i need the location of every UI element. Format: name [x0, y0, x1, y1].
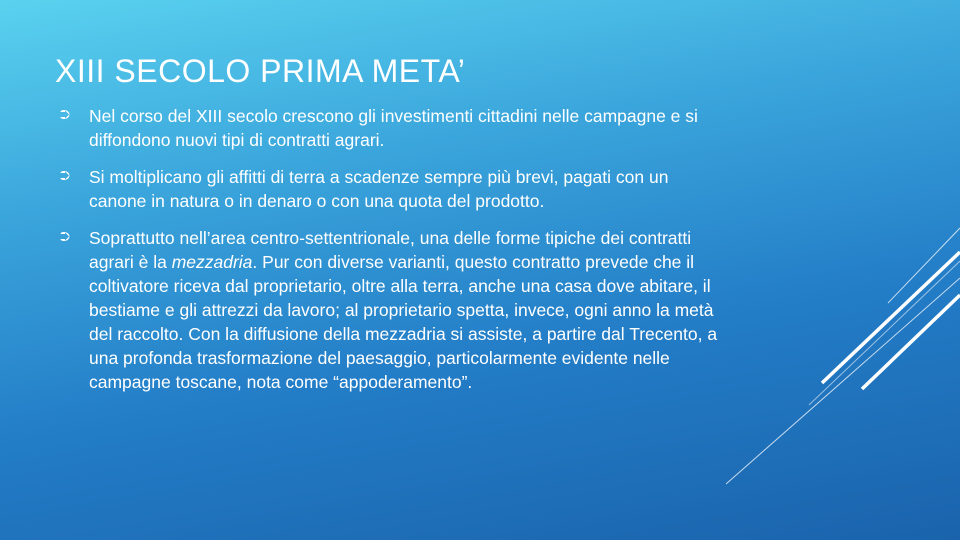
bullet-text: Si moltiplicano gli affitti di terra a scadenze sempre più brevi, pagati con un canone in natura o in denaro o con una quota del prodotto. — [89, 167, 669, 211]
bullet-item — [60, 104, 730, 152]
bullet-text-part: Soprattutto nell’area centro-settentrionale, una delle forme tipiche dei contratti agrari è la — [89, 228, 692, 272]
bullet-item — [60, 226, 730, 394]
decorative-line — [809, 261, 960, 405]
play-circle-icon: ⮊ — [60, 108, 70, 123]
bullet-text-part: . Pur con diverse varianti, questo contratto prevede che il coltivatore riceva dal proprietario, oltre alla terra, anche una casa dove abitare, il bestiame e gli attrezzi da lavoro; al proprietario spetta, invece, ogni anno la metà del raccolto. Con la diffusione della mezzadria si assiste, a partire dal Trecento, a una profonda trasformazione del paesaggio, particolarmente evidente nelle campagne toscane, nota come “appoderamento”. — [89, 252, 718, 392]
decorative-line — [726, 278, 960, 484]
play-circle-icon: ⮊ — [60, 169, 70, 184]
bullet-text: Nel corso del XIII secolo crescono gli investimenti cittadini nelle campagne e si diffondono nuovi tipi di contratti agrari. — [89, 106, 698, 150]
slide-title: XIII SECOLO PRIMA META’ — [55, 53, 466, 89]
play-circle-icon: ⮊ — [60, 230, 70, 245]
emphasized-term: mezzadria — [171, 252, 253, 272]
bullet-list — [60, 104, 730, 407]
bullet-item — [60, 165, 730, 213]
decorative-line — [862, 295, 960, 389]
decorative-line — [888, 228, 960, 303]
bullet-text — [89, 226, 730, 394]
